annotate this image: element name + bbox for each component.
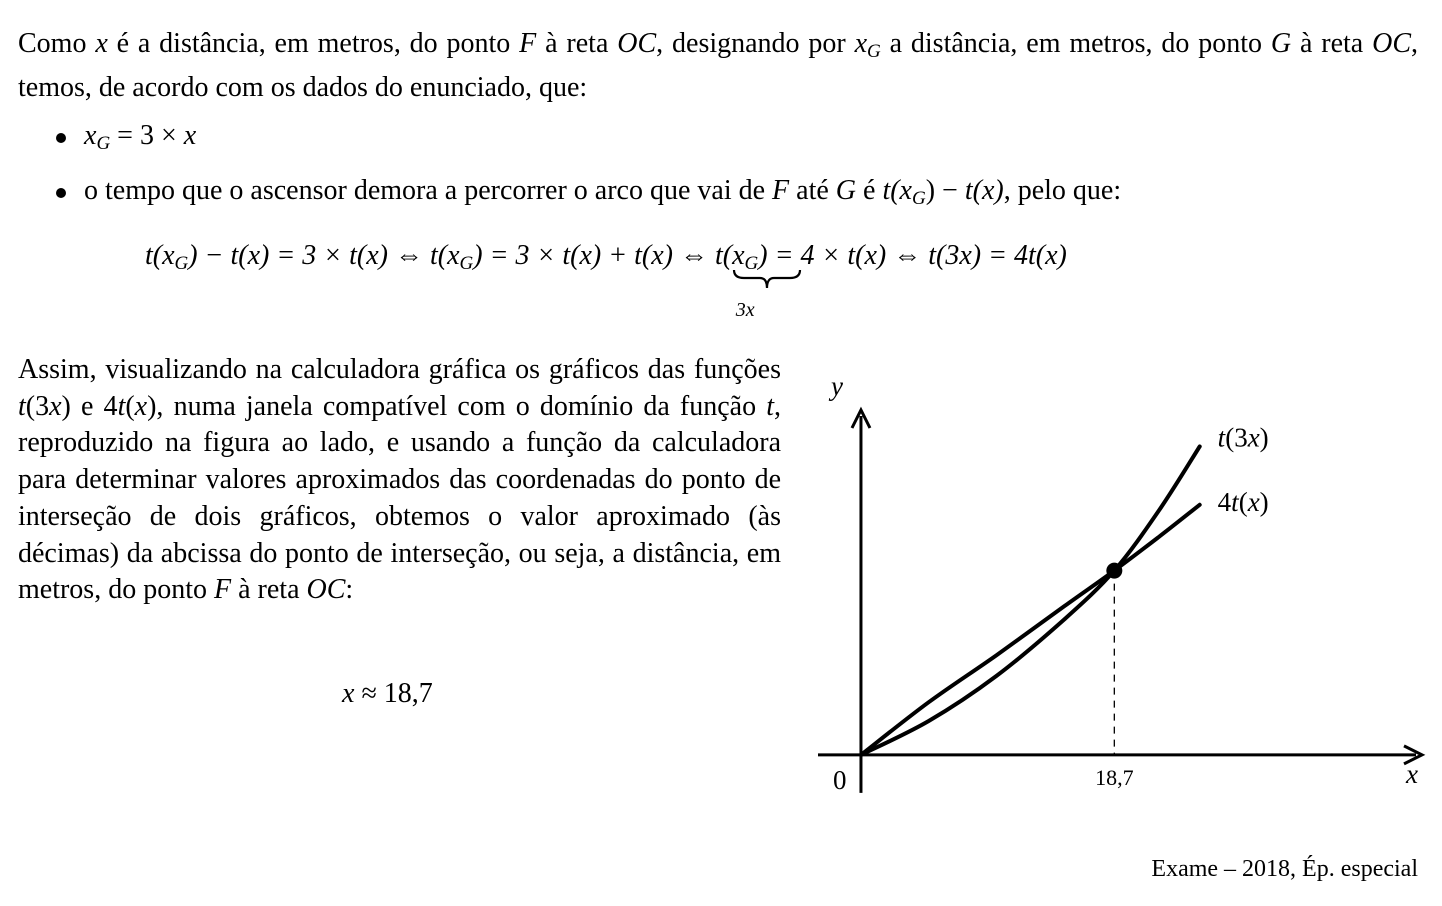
series-label-2: 4t(x)	[1217, 486, 1269, 517]
x-axis-label: x	[1406, 758, 1418, 789]
y-axis-label: y	[830, 371, 843, 401]
intersection-point	[1106, 563, 1122, 579]
result-equation: x ≈ 18,7	[342, 678, 433, 709]
origin-label: 0	[832, 764, 847, 795]
paragraph-2: Assim, visualizando na calculadora gráfica os gráficos das funções t(3x) e 4t(x), numa janela compatível com o domínio da função t, reproduzido na figura ao lado, e usando a função da calculadora para determinar valores aproximados das coordenadas do ponto de interseção de dois gráficos, obtemos o valor aproximado (às décimas) da abcissa do ponto de interseção, ou seja, a distância, em metros, do ponto F à reta OC:	[18, 354, 781, 606]
underbrace-group: $x_G$ 3x	[732, 238, 758, 282]
display-equation: $t(x_G) - t(x) = 3 \times t(x)$ ⇔ $t(x_G) = 3 \times t(x) + t(x)$ ⇔ $t(x_G$ 3x ) = 4 × t(x) ⇔ t(3x) = 4t(x)	[145, 238, 1360, 282]
series-line-2	[861, 505, 1200, 755]
bullet-item-2: o tempo que o ascensor demora a percorrer o arco que vai de F até G é $t(x_G) - t(x)$, pelo que:	[18, 173, 1418, 217]
underbrace-icon	[732, 268, 802, 292]
series-line-1	[861, 447, 1200, 755]
intro-paragraph: Como x é a distância, em metros, do ponto F à reta OC, designando por $x_G$ a distância, em metros, do ponto G à reta OC, temos, de acordo com os dados do enunciado, que:	[18, 28, 1419, 103]
function-graph	[800, 360, 1430, 800]
bullet-list	[18, 118, 1418, 228]
bullet-item-1: $x_G = 3 \times x$	[18, 118, 1418, 162]
source-citation: Exame – 2018, Ép. especial	[1151, 856, 1418, 882]
underbrace-label: 3x	[735, 299, 755, 321]
series-label-1: t(3x)	[1217, 422, 1269, 453]
x-tick-label: 18,7	[1095, 764, 1134, 790]
